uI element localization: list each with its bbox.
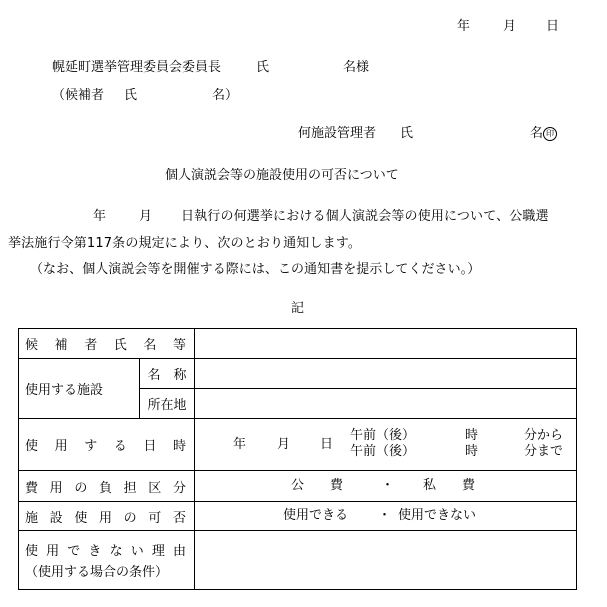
datetime-label: 使 用 す る 日 時 [19,419,195,471]
candidate-label-text: 候 補 者 氏 名 等 [25,338,186,353]
body-line3: （なお、個人演説会等を開催する際には、この通知書を提示してください。） [30,262,481,277]
facility-name-value[interactable] [195,359,577,389]
subject-title: 個人演説会等の施設使用の可否について [165,168,399,183]
reason-label-line1: 使 用 で き な い 理 由 [25,544,186,559]
cost-dot: ・ [381,478,395,493]
addressee-org: 幌延町選挙管理委員会委員長 [52,60,222,75]
ki-label: 記 [291,301,305,316]
cost-public[interactable]: 公 費 [291,478,344,493]
facility-label: 使用する施設 [19,359,140,419]
availability-label: 施 設 使 用 の 可 否 [19,502,195,531]
body-line2: 挙法施行令第117条の規定により、次のとおり通知します。 [8,236,361,251]
sender-shi: 氏 [400,126,414,141]
sender-title: 何施設管理者 [298,126,377,141]
availability-dot: ・ [378,508,392,523]
candidate-shi: 氏 [124,88,138,103]
date-month: 月 [503,19,517,34]
sender-mei: 名 印 [530,126,557,142]
body-year: 年 [93,209,107,224]
facility-address-label: 所在地 [140,389,195,419]
availability-value[interactable] [195,502,577,531]
cost-label: 費 用 の 負 担 区 分 [19,471,195,502]
reason-label [19,531,195,590]
date-year: 年 [457,19,471,34]
reason-value[interactable] [195,531,577,590]
row-candidate-label [19,329,195,359]
facility-use-table [18,328,577,590]
candidate-value-cell[interactable] [195,329,577,359]
addressee-sama: 名様 [343,60,370,75]
body-line1: 日執行の何選挙における個人演説会等の使用について、公職選 [181,209,549,224]
datetime-value[interactable]: 年 月 日 午前（後） 午前（後） 時 時 分から 分まで [195,419,577,471]
facility-address-value[interactable] [195,389,577,419]
availability-yes[interactable]: 使用できる [283,508,349,523]
seal-mark: 印 [543,127,557,141]
body-month: 月 [139,209,153,224]
candidate-open: （候補者 [52,88,105,103]
reason-label-line2: （使用する場合の条件） [25,565,169,580]
cost-value[interactable] [195,471,577,502]
candidate-close: 名） [212,88,239,103]
addressee-shi: 氏 [256,60,270,75]
cost-private[interactable]: 私 費 [423,478,476,493]
availability-no[interactable]: 使用できない [398,508,477,523]
date-day: 日 [546,19,560,34]
facility-name-label: 名 称 [140,359,195,389]
